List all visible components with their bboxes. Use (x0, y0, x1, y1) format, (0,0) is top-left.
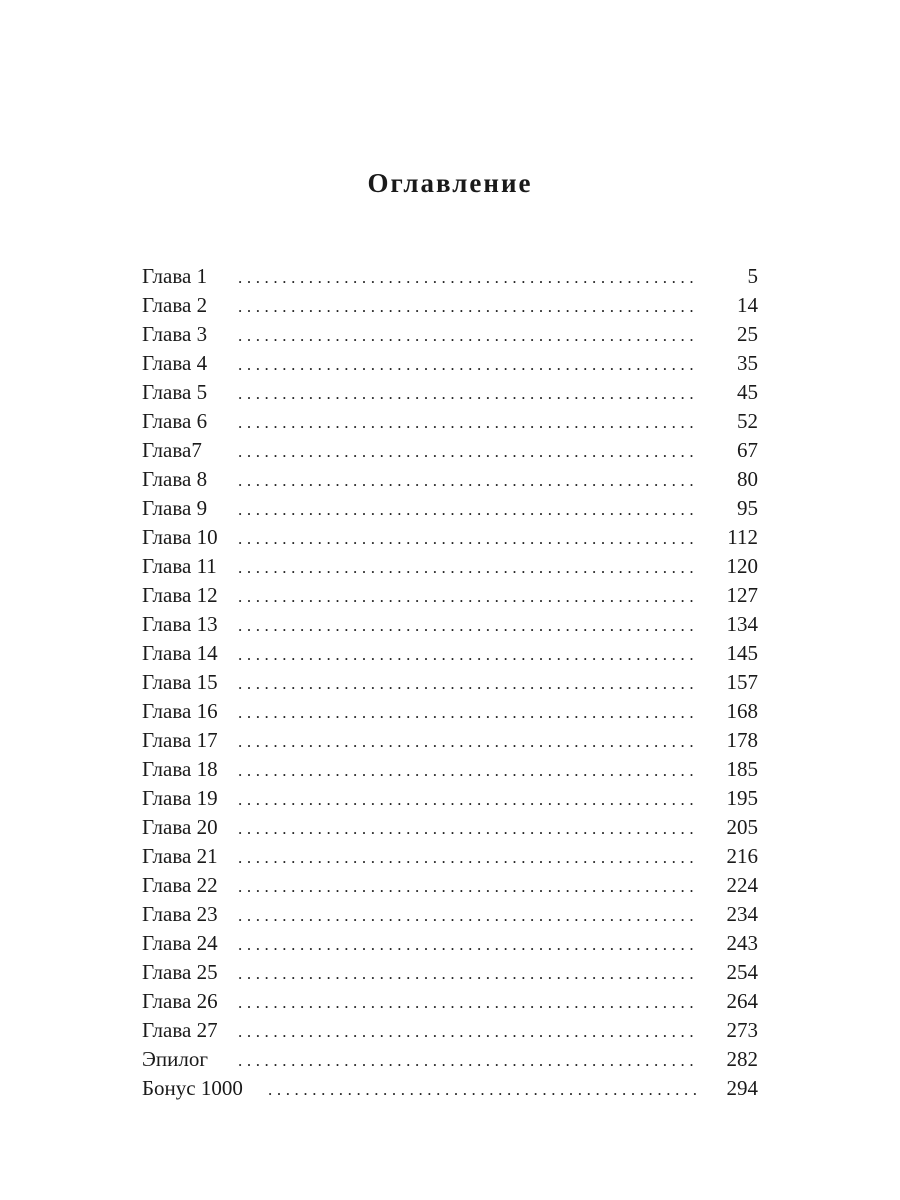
toc-entry-label: Бонус 1000 (142, 1076, 243, 1100)
toc-entry-label: Глава 6 (142, 409, 208, 433)
toc-entry-label: Глава 2 (142, 293, 208, 317)
dot-leader (238, 698, 696, 727)
dot-leader (238, 727, 696, 756)
dot-leader (238, 930, 696, 959)
dot-leader (238, 872, 696, 901)
dot-leader (238, 350, 696, 379)
dot-leader (238, 582, 696, 611)
dot-leader (238, 437, 696, 466)
toc-entry-label: Глава 18 (142, 757, 218, 781)
toc-entry-page: 95 (737, 496, 758, 520)
toc-entry-label: Глава 16 (142, 699, 218, 723)
dot-leader (238, 466, 696, 495)
dot-leader (238, 756, 696, 785)
toc-entry (142, 1074, 758, 1103)
toc-entry-label: Глава 17 (142, 728, 218, 752)
toc-entry (142, 262, 758, 291)
toc-entry (142, 929, 758, 958)
toc-entry (142, 697, 758, 726)
toc-entry (142, 320, 758, 349)
toc-entry-page: 80 (737, 467, 758, 491)
toc-entry-page: 134 (726, 612, 758, 636)
toc-entry-label: Глава 24 (142, 931, 218, 955)
toc-entry-page: 145 (726, 641, 758, 665)
toc-entry-label: Глава 9 (142, 496, 208, 520)
toc-entry (142, 407, 758, 436)
toc-entry (142, 523, 758, 552)
toc-entry-label: Глава 12 (142, 583, 218, 607)
toc-entry-label: Глава 25 (142, 960, 218, 984)
toc-entry-page: 120 (726, 554, 758, 578)
toc-entry-page: 14 (737, 293, 758, 317)
dot-leader (238, 640, 696, 669)
dot-leader (238, 263, 696, 292)
toc-entry-label: Глава 14 (142, 641, 218, 665)
dot-leader (238, 321, 696, 350)
dot-leader (238, 669, 696, 698)
dot-leader (238, 901, 696, 930)
dot-leader (238, 959, 696, 988)
toc-entry (142, 958, 758, 987)
toc-entry-label: Глава 21 (142, 844, 218, 868)
toc-entry-page: 282 (726, 1047, 758, 1071)
toc-entry-page: 254 (726, 960, 758, 984)
toc-entry-label: Глава7 (142, 438, 202, 462)
toc-entry (142, 871, 758, 900)
toc-entry-page: 52 (737, 409, 758, 433)
toc-entry (142, 494, 758, 523)
dot-leader (268, 1075, 696, 1104)
toc-entry-label: Глава 22 (142, 873, 218, 897)
toc-entry (142, 755, 758, 784)
toc-entry (142, 784, 758, 813)
toc-entry-page: 264 (726, 989, 758, 1013)
toc-entry (142, 378, 758, 407)
toc-entry-page: 157 (726, 670, 758, 694)
toc-entry (142, 1016, 758, 1045)
toc-entry-label: Глава 1 (142, 264, 208, 288)
dot-leader (238, 611, 696, 640)
toc-entry-label: Глава 23 (142, 902, 218, 926)
toc-entry-label: Глава 4 (142, 351, 208, 375)
dot-leader (238, 988, 696, 1017)
toc-entry-label: Глава 10 (142, 525, 218, 549)
toc-entry-label: Глава 8 (142, 467, 208, 491)
toc-entry (142, 813, 758, 842)
toc-entry (142, 639, 758, 668)
dot-leader (238, 1046, 696, 1075)
toc-entry-page: 224 (726, 873, 758, 897)
dot-leader (238, 553, 696, 582)
toc-entry-label: Глава 26 (142, 989, 218, 1013)
toc-entry-label: Эпилог (142, 1047, 208, 1071)
toc-entry (142, 291, 758, 320)
toc-list (142, 262, 758, 1103)
dot-leader (238, 408, 696, 437)
page-title: Оглавление (367, 168, 533, 198)
toc-entry-page: 234 (726, 902, 758, 926)
dot-leader (238, 524, 696, 553)
toc-entry-label: Глава 13 (142, 612, 218, 636)
dot-leader (238, 379, 696, 408)
dot-leader (238, 814, 696, 843)
toc-entry (142, 349, 758, 378)
toc-entry-page: 5 (747, 264, 758, 288)
toc-entry (142, 900, 758, 929)
toc-entry (142, 552, 758, 581)
toc-entry (142, 842, 758, 871)
toc-entry-label: Глава 3 (142, 322, 208, 346)
toc-entry (142, 610, 758, 639)
toc-entry (142, 726, 758, 755)
dot-leader (238, 292, 696, 321)
toc-entry-page: 205 (726, 815, 758, 839)
toc-entry-label: Глава 27 (142, 1018, 218, 1042)
toc-entry-page: 185 (726, 757, 758, 781)
toc-entry-page: 168 (726, 699, 758, 723)
dot-leader (238, 843, 696, 872)
toc-entry-page: 67 (737, 438, 758, 462)
toc-entry-page: 45 (737, 380, 758, 404)
toc-entry (142, 436, 758, 465)
dot-leader (238, 1017, 696, 1046)
toc-entry-page: 112 (727, 525, 758, 549)
toc-entry-page: 35 (737, 351, 758, 375)
dot-leader (238, 495, 696, 524)
toc-entry-label: Глава 15 (142, 670, 218, 694)
toc-entry-page: 294 (726, 1076, 758, 1100)
toc-entry (142, 1045, 758, 1074)
toc-entry (142, 581, 758, 610)
toc-entry-page: 178 (726, 728, 758, 752)
toc-entry-page: 195 (726, 786, 758, 810)
toc-entry (142, 465, 758, 494)
toc-entry-label: Глава 11 (142, 554, 217, 578)
dot-leader (238, 785, 696, 814)
toc-entry (142, 987, 758, 1016)
toc-entry-page: 25 (737, 322, 758, 346)
toc-entry-label: Глава 5 (142, 380, 208, 404)
toc-entry-page: 273 (726, 1018, 758, 1042)
toc-entry-label: Глава 19 (142, 786, 218, 810)
toc-entry-label: Глава 20 (142, 815, 218, 839)
toc-entry (142, 668, 758, 697)
toc-entry-page: 243 (726, 931, 758, 955)
toc-entry-page: 127 (726, 583, 758, 607)
toc-entry-page: 216 (726, 844, 758, 868)
